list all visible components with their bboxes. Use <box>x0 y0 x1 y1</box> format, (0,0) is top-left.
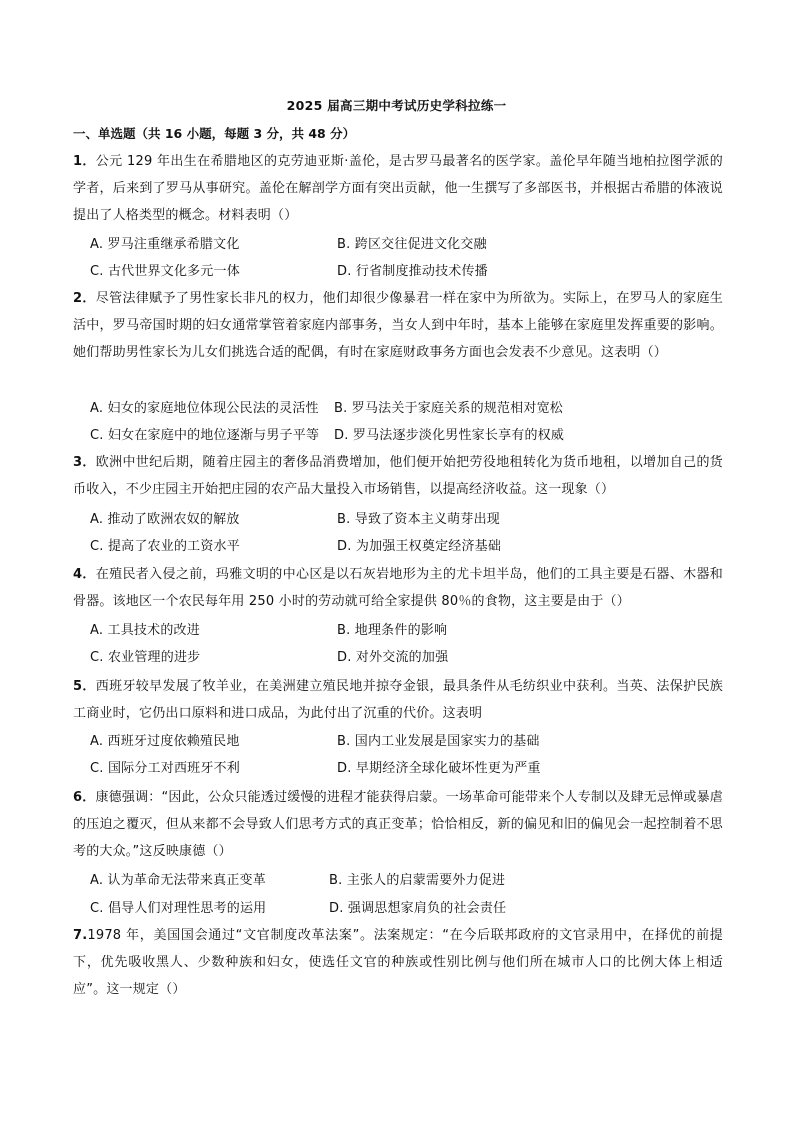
option-a[interactable]: A. 妇女的家庭地位体现公民法的灵活性 <box>90 401 319 416</box>
option-c[interactable]: C. 倡导人们对理性思考的运用 <box>90 901 267 916</box>
option-d[interactable]: D. 行省制度推动技术传播 <box>337 264 488 279</box>
question-stem: 欧洲中世纪后期，随着庄园主的奢侈品消费增加，他们便开始把劳役地租转化为货币地租，以增加自己的货币收入，不少庄园主开始把庄园的农产品大量投入市场销售，以提高经济收益。这一现象（） <box>73 455 723 498</box>
option-b[interactable]: B. 跨区交往促进文化交融 <box>337 237 487 252</box>
question-number: 4． <box>73 567 96 582</box>
question-number: 2． <box>73 291 96 306</box>
option-b[interactable]: B. 导致了资本主义萌芽出现 <box>337 512 500 527</box>
section-heading: 一、单选题（共 16 小题，每题 3 分，共 48 分） <box>73 126 356 141</box>
option-b[interactable]: B. 地理条件的影响 <box>337 623 448 638</box>
question-4 <box>73 561 723 615</box>
question-number: 6． <box>73 790 96 805</box>
question-number: 7. <box>73 928 88 943</box>
option-a[interactable]: A. 西班牙过度依赖殖民地 <box>90 734 240 749</box>
option-c[interactable]: C. 国际分工对西班牙不利 <box>90 761 240 776</box>
question-1 <box>73 148 723 230</box>
option-a[interactable]: A. 推动了欧洲农奴的解放 <box>90 512 240 527</box>
question-7 <box>73 922 723 1004</box>
question-6 <box>73 784 723 866</box>
option-d[interactable]: D. 对外交流的加强 <box>337 650 449 665</box>
option-d[interactable]: D. 为加强王权奠定经济基础 <box>337 539 502 554</box>
option-d[interactable]: D. 罗马法逐步淡化男性家长享有的权威 <box>334 428 565 443</box>
option-d[interactable]: D. 强调思想家肩负的社会责任 <box>329 901 507 916</box>
exam-title: 2025 届高三期中考试历史学科拉练一 <box>286 98 507 113</box>
option-b[interactable]: B. 罗马法关于家庭关系的规范相对宽松 <box>334 401 563 416</box>
option-d[interactable]: D. 早期经济全球化破坏性更为严重 <box>337 761 541 776</box>
question-number: 3． <box>73 455 96 470</box>
option-c[interactable]: C. 农业管理的进步 <box>90 650 201 665</box>
option-c[interactable]: C. 妇女在家庭中的地位逐渐与男子平等 <box>90 428 320 443</box>
option-c[interactable]: C. 古代世界文化多元一体 <box>90 264 240 279</box>
option-a[interactable]: A. 认为革命无法带来真正变革 <box>90 873 266 888</box>
question-3 <box>73 449 723 503</box>
option-b[interactable]: B. 主张人的启蒙需要外力促进 <box>329 873 506 888</box>
option-a[interactable]: A. 罗马注重继承希腊文化 <box>90 237 240 252</box>
option-c[interactable]: C. 提高了农业的工资水平 <box>90 539 240 554</box>
option-b[interactable]: B. 国内工业发展是国家实力的基础 <box>337 734 540 749</box>
question-stem: 1978 年，美国国会通过“文官制度改革法案”。法案规定：“在今后联邦政府的文官录用中，在择优的前提下，优先吸收黑人、少数种族和妇女，使选任文官的种族或性别比例与他们所在城市人口的比例大体上相适应”。这一规定（） <box>73 928 723 998</box>
question-stem: 公元 129 年出生在希腊地区的克劳迪亚斯·盖伦，是古罗马最著名的医学家。盖伦早年随当地柏拉图学派的学者，后来到了罗马从事研究。盖伦在解剖学方面有突出贡献，他一生撰写了多部医书，并根据古希腊的体液说提出了人格类型的概念。材料表明（） <box>73 154 723 224</box>
question-stem: 尽管法律赋予了男性家长非凡的权力，他们却很少像暴君一样在家中为所欲为。实际上，在罗马人的家庭生活中，罗马帝国时期的妇女通常掌管着家庭内部事务，当女人到中年时，基本上能够在家庭里发挥重要的影响。她们帮助男性家长为儿女们挑选合适的配偶，有时在家庭财政事务方面也会发表不少意见。这表明（） <box>73 291 723 361</box>
question-2 <box>73 285 723 367</box>
question-stem: 康德强调：“因此，公众只能透过缓慢的进程才能获得启蒙。一场革命可能带来个人专制以及肆无忌惮或暴虐的压迫之覆灭，但从来都不会导致人们思考方式的真正变革；恰恰相反，新的偏见和旧的偏见会一起控制着不思考的大众。”这反映康德（） <box>73 790 723 860</box>
question-5 <box>73 673 723 727</box>
option-a[interactable]: A. 工具技术的改进 <box>90 623 200 638</box>
question-stem: 西班牙较早发展了牧羊业，在美洲建立殖民地并掠夺金银，最具条件从毛纺织业中获利。当英、法保护民族工商业时，它仍出口原料和进口成品，为此付出了沉重的代价。这表明 <box>73 679 723 722</box>
question-stem: 在殖民者入侵之前，玛雅文明的中心区是以石灰岩地形为主的尤卡坦半岛，他们的工具主要是石器、木器和骨器。该地区一个农民每年用 250 小时的劳动就可给全家提供 80％的食物，这主要是由于（） <box>73 567 723 610</box>
question-number: 1． <box>73 154 96 169</box>
question-number: 5． <box>73 679 96 694</box>
